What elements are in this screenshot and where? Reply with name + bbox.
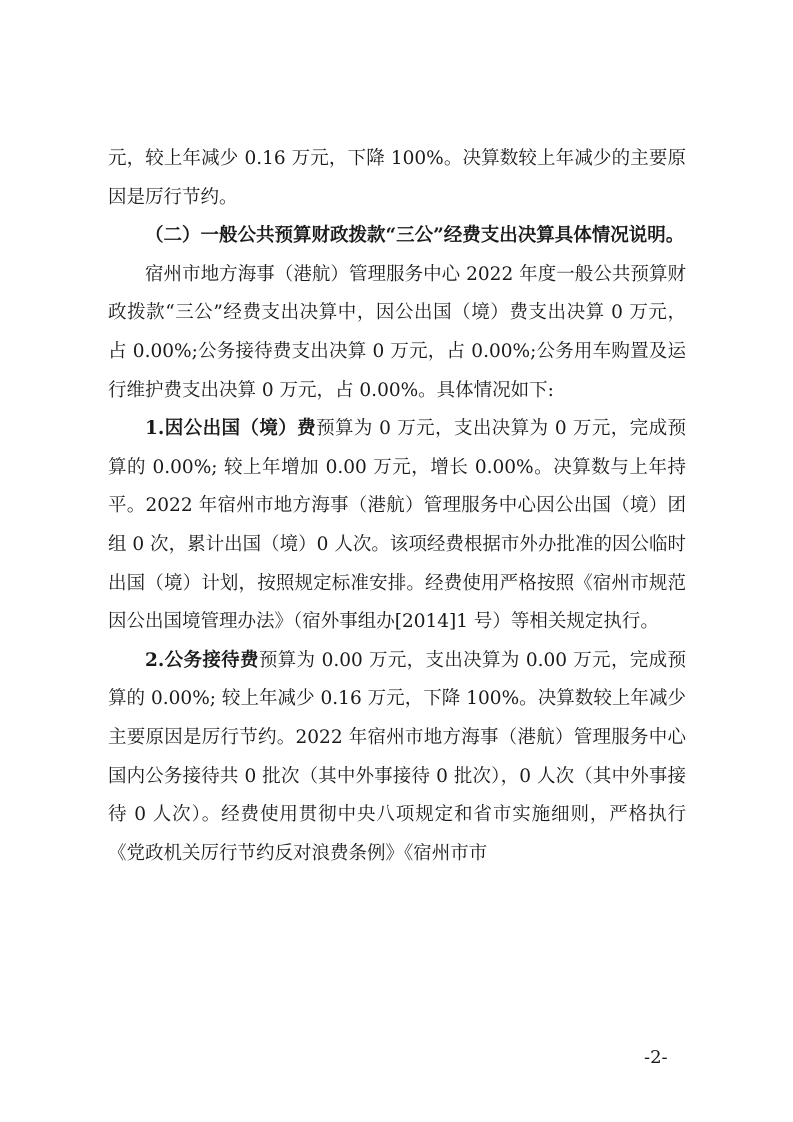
paragraph-overview: [108, 256, 686, 410]
document-body: [108, 140, 686, 873]
paragraph-reception-expenses: [108, 642, 686, 874]
item-lead-title: 2.公务接待费: [145, 649, 259, 671]
section-heading: [108, 217, 686, 256]
paragraph-text: 预算为 0 万元，支出决算为 0 万元，完成预算的 0.00%; 较上年增加 0.00 万元，增长 0.00%。决算数与上年持平。2022 年宿州市地方海事（港航）管理服务中心因公出国（境）团组 0 次，累计出国（境）0 人次。该项经费根据市外办批准的因公临时出国（境）计划，按照规定标准安排。经费使用严格按照《宿州市规范因公出国境管理办法》（宿外事组办[2014]1 号）等相关规定执行。: [108, 418, 686, 633]
paragraph-overseas-expenses: [108, 410, 686, 642]
paragraph-text: 宿州市地方海事（港航）管理服务中心 2022 年度一般公共预算财政拨款“三公”经费支出决算中，因公出国（境）费支出决算 0 万元，占 0.00%;公务接待费支出决算 0 万元，占 0.00%;公务用车购置及运行维护费支出决算 0 万元，占 0.00%。具体情况如下:: [108, 263, 686, 401]
item-lead-title: 1.因公出国（境）费: [145, 418, 317, 440]
page-number: -2-: [644, 1047, 668, 1068]
section-heading-text: （二）一般公共预算财政拨款“三公”经费支出决算具体情况说明。: [145, 225, 685, 247]
paragraph-continuation: [108, 140, 686, 217]
paragraph-text: 预算为 0.00 万元，支出决算为 0.00 万元，完成预算的 0.00%; 较上年减少 0.16 万元，下降 100%。决算数较上年减少主要原因是厉行节约。2022 年宿州市地方海事（港航）管理服务中心国内公务接待共 0 批次（其中外事接待 0 批次），0 人次（其中外事接待 0 人次）。经费使用贯彻中央八项规定和省市实施细则，严格执行《党政机关厉行节约反对浪费条例》《宿州市市: [108, 649, 686, 864]
paragraph-text: 元，较上年减少 0.16 万元，下降 100%。决算数较上年减少的主要原因是厉行节约。: [108, 148, 686, 208]
